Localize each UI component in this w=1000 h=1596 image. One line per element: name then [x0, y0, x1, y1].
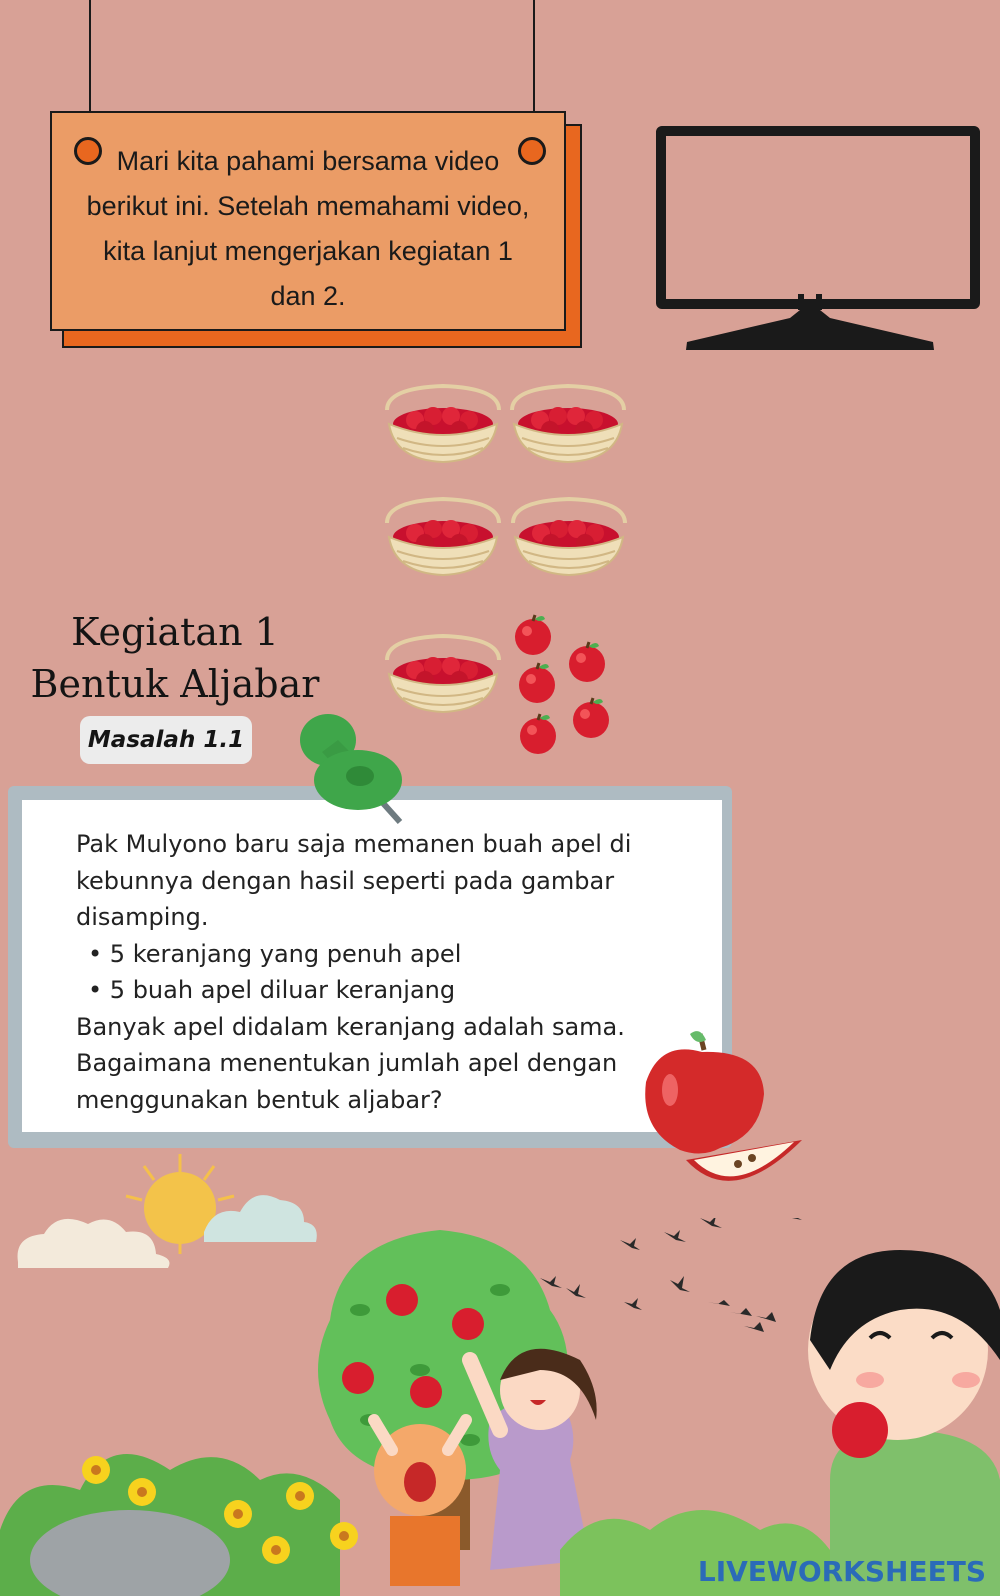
problem-badge: Masalah 1.1 [80, 716, 252, 764]
instruction-text: Mari kita pahami bersama video berikut ini. Setelah memahami video, kita lanjut mengerjakan kegiatan 1 dan 2. [86, 146, 530, 311]
problem-closing: Banyak apel didalam keranjang adalah sama. Bagaimana menentukan jumlah apel dengan menggunakan bentuk aljabar? [76, 1012, 625, 1114]
activity-title-line2: Bentuk Aljabar [30, 662, 320, 706]
apple-slice-icon [640, 1030, 810, 1205]
problem-bullet: • 5 buah apel diluar keranjang [88, 976, 456, 1004]
activity-title-line1: Kegiatan 1 [71, 610, 279, 654]
instruction-sign [50, 111, 566, 331]
monitor-stand-icon [680, 270, 940, 362]
liveworksheets-logo[interactable]: LIVEWORKSHEETS [697, 1555, 986, 1588]
sign-ring-left-icon [74, 137, 102, 165]
problem-intro: Pak Mulyono baru saja memanen buah apel di kebunnya dengan hasil seperti pada gambar disamping. [76, 830, 632, 931]
activity-title [0, 606, 350, 710]
orchard-scene-illustration [0, 1230, 1000, 1596]
problem-bullet: • 5 keranjang yang penuh apel [88, 939, 462, 968]
sign-ring-right-icon [518, 137, 546, 165]
push-pin-icon [300, 712, 415, 827]
apple-baskets-illustration [385, 380, 635, 760]
problem-text [76, 826, 696, 1118]
